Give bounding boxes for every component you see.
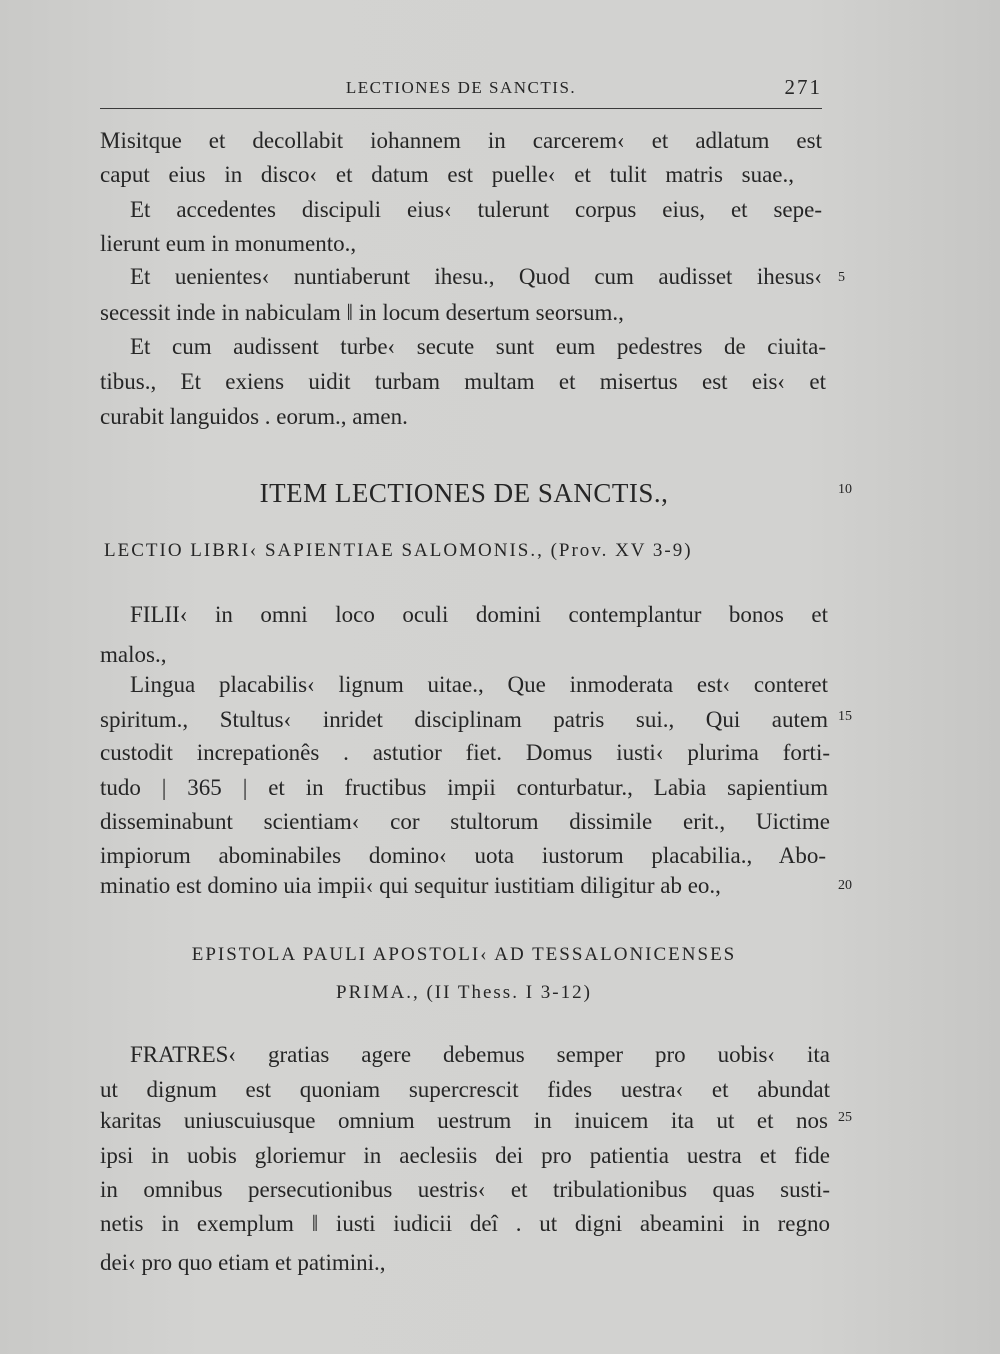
running-head [100, 74, 822, 109]
lectio-heading: LECTIO LIBRI‹ SAPIENTIAE SALOMONIS., (Prov. XV 3-9) [104, 540, 693, 561]
text-line: ut dignum est quoniam supercrescit fides uestra‹ et abundat [100, 1077, 830, 1102]
line-number: 20 [838, 878, 852, 893]
running-title: LECTIONES DE SANCTIS. [345, 78, 577, 97]
text-line: impiorum abominabiles domino‹ uota iustorum placabilia., Abo- [100, 843, 826, 868]
text-line: Et accedentes discipuli eius‹ tulerunt corpus eius, et sepe- [130, 197, 822, 222]
epistola-heading: EPISTOLA PAULI APOSTOLI‹ AD TESSALONICENSES [191, 944, 737, 965]
text-line: dei‹ pro quo etiam et patimini., [100, 1250, 386, 1275]
text-line: tibus., Et exiens uidit turbam multam et misertus est eis‹ et [100, 369, 826, 394]
text-line: caput eius in disco‹ et datum est puelle‹ et tulit matris suae., [100, 162, 794, 187]
line-number: 10 [838, 482, 852, 497]
text-line: in omnibus persecutionibus uestris‹ et tribulationibus quas susti- [100, 1177, 830, 1202]
text-line: disseminabunt scientiam‹ cor stultorum dissimile erit., Uictime [100, 809, 830, 834]
text-line: minatio est domino uia impii‹ qui sequitur iustitiam diligitur ab eo., [100, 873, 721, 898]
text-line: curabit languidos . eorum., amen. [100, 404, 408, 429]
line-number: 15 [838, 709, 852, 724]
text-line: spiritum., Stultus‹ inridet disciplinam patris sui., Qui autem [100, 707, 828, 732]
page-number: 271 [784, 75, 822, 99]
text-line: Et uenientes‹ nuntiaberunt ihesu., Quod cum audisset ihesus‹ [130, 264, 822, 289]
text-line: ipsi in uobis gloriemur in aeclesiis dei pro patientia uestra et fide [100, 1143, 830, 1168]
text-line: lierunt eum in monumento., [100, 231, 357, 256]
text-line: secessit inde in nabiculam ‖ in locum desertum seorsum., [100, 300, 624, 325]
line-number: 25 [838, 1110, 852, 1125]
text-line: malos., [100, 642, 167, 667]
text-line: FRATRES‹ gratias agere debemus semper pro uobis‹ ita [130, 1042, 830, 1067]
text-line: netis in exemplum ‖ iusti iudicii deî . ut digni abeamini in regno [100, 1211, 830, 1236]
text-line: Misitque et decollabit iohannem in carcerem‹ et adlatum est [100, 128, 822, 153]
text-line: karitas uniuscuiusque omnium uestrum in inuicem ita ut et nos [100, 1108, 828, 1133]
text-line: Et cum audissent turbe‹ secute sunt eum pedestres de ciuita- [130, 334, 826, 359]
text-line: FILII‹ in omni loco oculi domini contemplantur bonos et [130, 602, 828, 627]
line-number: 5 [838, 270, 845, 285]
text-line: tudo | 365 | et in fructibus impii conturbatur., Labia sapientium [100, 775, 828, 800]
text-line: custodit increpationês . astutior fiet. Domus iusti‹ plurima forti- [100, 740, 830, 765]
text-line: Lingua placabilis‹ lignum uitae., Que inmoderata est‹ conteret [130, 672, 828, 697]
epistola-heading-continued: PRIMA., (II Thess. I 3-12) [336, 982, 592, 1003]
section-title: ITEM LECTIONES DE SANCTIS., [259, 478, 669, 508]
